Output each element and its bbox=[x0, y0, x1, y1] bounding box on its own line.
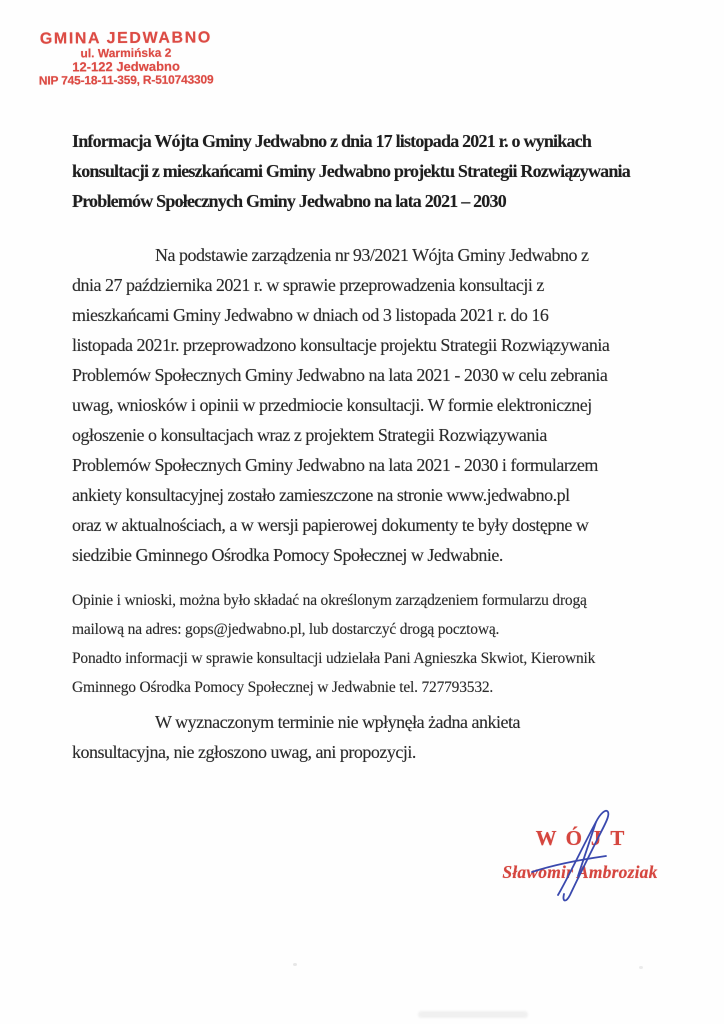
paragraph-result bbox=[72, 707, 672, 767]
paragraph-opinions-contact bbox=[72, 586, 672, 702]
body-line: W wyznaczonym terminie nie wpłynęła żadna ankieta bbox=[155, 712, 521, 732]
body-line: konsultacyjna, nie zgłoszono uwag, ani propozycji. bbox=[72, 742, 416, 762]
scan-speck bbox=[293, 963, 297, 966]
body-line: mailową na adres: gops@jedwabno.pl, lub dostarczyć drogą pocztową. bbox=[72, 621, 500, 638]
signature-block bbox=[488, 826, 672, 883]
body-line: Problemów Społecznych Gminy Jedwabno na lata 2021 - 2030 i formularzem bbox=[72, 455, 598, 475]
body-line: mieszkańcami Gminy Jedwabno w dniach od 3 listopada 2021 r. do 16 bbox=[72, 305, 549, 325]
body-line: uwag, wniosków i opinii w przedmiocie konsultacji. W formie elektronicznej bbox=[72, 395, 592, 415]
scan-speck bbox=[639, 966, 643, 969]
stamp-municipality-name: GMINA JEDWABNO bbox=[39, 29, 212, 48]
scan-smudge bbox=[418, 1011, 528, 1018]
body-line: Na podstawie zarządzenia nr 93/2021 Wójta Gminy Jedwabno z bbox=[155, 245, 589, 265]
body-line: Gminnego Ośrodka Pomocy Społecznej w Jedwabnie tel. 727793532. bbox=[72, 679, 494, 696]
document-content bbox=[72, 0, 672, 767]
stamp-street: ul. Warmińska 2 bbox=[80, 45, 172, 61]
body-line: ogłoszenie o konsultacjach wraz z projektem Strategii Rozwiązywania bbox=[72, 425, 547, 445]
body-line: siedzibie Gminnego Ośrodka Pomocy Społecznej w Jedwabnie. bbox=[72, 545, 503, 565]
title-line: Informacja Wójta Gminy Jedwabno z dnia 17 listopada 2021 r. o wynikach bbox=[72, 131, 592, 151]
signature-name-stamp: Sławomir Ambroziak bbox=[502, 862, 658, 882]
body-line: oraz w aktualnościach, a w wersji papierowej dokumenty te były dostępne w bbox=[72, 515, 589, 535]
stamp-nip-regon: NIP 745-18-11-359, R-510743309 bbox=[38, 72, 214, 88]
body-line: ankiety konsultacyjnej zostało zamieszczone na stronie www.jedwabno.pl bbox=[72, 485, 570, 505]
body-line: Ponadto informacji w sprawie konsultacji udzielała Pani Agnieszka Skwiot, Kierownik bbox=[72, 650, 596, 667]
signature-role-stamp: WÓJT bbox=[535, 826, 634, 850]
stamp-postal-city: 12-122 Jedwabno bbox=[72, 58, 180, 75]
document-title bbox=[72, 126, 672, 216]
body-line: Problemów Społecznych Gminy Jedwabno na lata 2021 - 2030 w celu zebrania bbox=[72, 365, 608, 385]
title-line: Problemów Społecznych Gminy Jedwabno na lata 2021 – 2030 bbox=[72, 191, 506, 211]
title-line: konsultacji z mieszkańcami Gminy Jedwabno projektu Strategii Rozwiązywania bbox=[72, 161, 630, 181]
body-line: Opinie i wnioski, można było składać na określonym zarządzeniem formularzu drogą bbox=[72, 592, 587, 609]
body-line: listopada 2021r. przeprowadzono konsultacje projektu Strategii Rozwiązywania bbox=[72, 335, 610, 355]
paragraph-consultation-basis bbox=[72, 240, 672, 570]
body-line: dnia 27 października 2021 r. w sprawie przeprowadzenia konsultacji z bbox=[72, 275, 544, 295]
